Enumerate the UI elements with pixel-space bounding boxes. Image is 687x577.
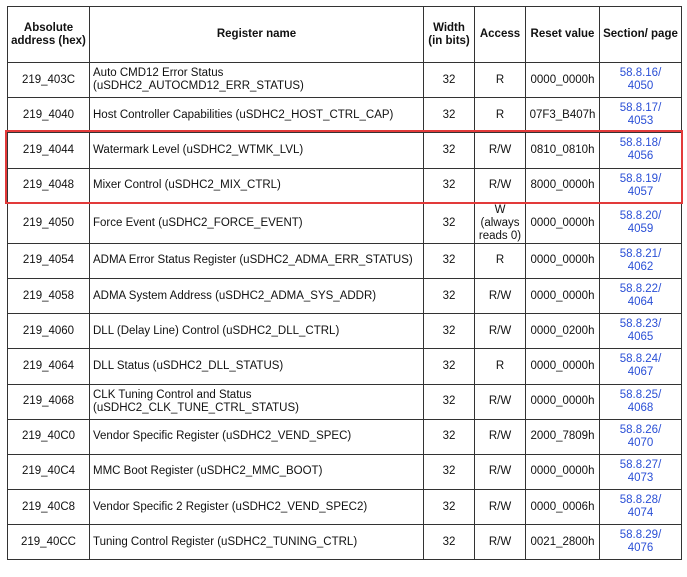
header-access: Access (475, 7, 526, 63)
table-row (8, 203, 682, 243)
page-number[interactable]: 4067 (627, 366, 654, 379)
register-name-cell: Tuning Control Register (uSDHC2_TUNING_CTRL) (90, 525, 424, 560)
register-name-cell: Vendor Specific Register (uSDHC2_VEND_SPEC) (90, 419, 424, 454)
width-cell: 32 (424, 314, 475, 349)
address-cell: 219_40C0 (8, 419, 90, 454)
section-page-link[interactable] (600, 133, 682, 168)
page-number[interactable]: 4065 (627, 331, 654, 344)
reset-value-cell: 0000_0000h (526, 349, 600, 384)
width-cell: 32 (424, 133, 475, 168)
section-number[interactable]: 58.8.22/ (619, 283, 662, 296)
access-cell: R/W (475, 419, 526, 454)
width-cell: 32 (424, 98, 475, 133)
table-row (8, 63, 682, 98)
table-row (8, 278, 682, 313)
width-cell: 32 (424, 525, 475, 560)
reset-value-cell: 2000_7809h (526, 419, 600, 454)
page-number[interactable]: 4056 (627, 150, 654, 163)
reset-value-cell: 0000_0000h (526, 384, 600, 419)
reset-value-cell: 0000_0000h (526, 278, 600, 313)
register-name-cell: Mixer Control (uSDHC2_MIX_CTRL) (90, 168, 424, 203)
width-cell: 32 (424, 419, 475, 454)
section-number[interactable]: 58.8.28/ (619, 494, 662, 507)
page-number[interactable]: 4070 (627, 436, 654, 449)
table-row (8, 314, 682, 349)
table-header-row (8, 7, 682, 63)
section-number[interactable]: 58.8.29/ (619, 529, 662, 542)
width-cell: 32 (424, 278, 475, 313)
width-cell: 32 (424, 243, 475, 278)
table-row (8, 349, 682, 384)
reset-value-cell: 0000_0000h (526, 454, 600, 489)
access-cell: R (475, 98, 526, 133)
reset-value-cell: 8000_0000h (526, 168, 600, 203)
section-number[interactable]: 58.8.19/ (619, 172, 662, 185)
register-name-cell: Watermark Level (uSDHC2_WTMK_LVL) (90, 133, 424, 168)
width-cell: 32 (424, 203, 475, 243)
table-row (8, 454, 682, 489)
table-row (8, 98, 682, 133)
register-name-cell: Force Event (uSDHC2_FORCE_EVENT) (90, 203, 424, 243)
width-cell: 32 (424, 63, 475, 98)
reset-value-cell: 0021_2800h (526, 525, 600, 560)
section-page-link[interactable] (600, 419, 682, 454)
page-number[interactable]: 4073 (627, 471, 654, 484)
reset-value-cell: 0810_0810h (526, 133, 600, 168)
section-page-link[interactable] (600, 525, 682, 560)
page-number[interactable]: 4076 (627, 542, 654, 555)
register-table (7, 6, 682, 560)
section-page-link[interactable] (600, 63, 682, 98)
access-cell: R/W (475, 278, 526, 313)
table-row (8, 243, 682, 278)
table-row (8, 419, 682, 454)
section-page-link[interactable] (600, 454, 682, 489)
table-row (8, 133, 682, 168)
header-section-page: Section/ page (600, 7, 682, 63)
section-number[interactable]: 58.8.23/ (619, 318, 662, 331)
section-page-link[interactable] (600, 278, 682, 313)
address-cell: 219_4050 (8, 203, 90, 243)
section-number[interactable]: 58.8.26/ (619, 423, 662, 436)
section-number[interactable]: 58.8.25/ (619, 388, 662, 401)
register-name-cell: Auto CMD12 Error Status (uSDHC2_AUTOCMD12_ERR_STATUS) (90, 63, 424, 98)
register-name-cell: DLL (Delay Line) Control (uSDHC2_DLL_CTRL) (90, 314, 424, 349)
header-address: Absolute address (hex) (8, 7, 90, 63)
access-cell: R (475, 349, 526, 384)
access-cell: R/W (475, 133, 526, 168)
table-row (8, 168, 682, 203)
address-cell: 219_40C8 (8, 490, 90, 525)
register-name-cell: MMC Boot Register (uSDHC2_MMC_BOOT) (90, 454, 424, 489)
address-cell: 219_4044 (8, 133, 90, 168)
register-name-cell: ADMA Error Status Register (uSDHC2_ADMA_ERR_STATUS) (90, 243, 424, 278)
address-cell: 219_40C4 (8, 454, 90, 489)
access-cell: R/W (475, 314, 526, 349)
width-cell: 32 (424, 454, 475, 489)
page-number[interactable]: 4062 (627, 260, 654, 273)
section-page-link[interactable] (600, 314, 682, 349)
access-cell: R/W (475, 168, 526, 203)
section-page-link[interactable] (600, 384, 682, 419)
register-name-cell: Host Controller Capabilities (uSDHC2_HOST_CTRL_CAP) (90, 98, 424, 133)
header-register-name: Register name (90, 7, 424, 63)
address-cell: 219_40CC (8, 525, 90, 560)
access-cell: R/W (475, 384, 526, 419)
width-cell: 32 (424, 349, 475, 384)
register-name-cell: DLL Status (uSDHC2_DLL_STATUS) (90, 349, 424, 384)
section-number[interactable]: 58.8.27/ (619, 458, 662, 471)
page-number[interactable]: 4057 (627, 185, 654, 198)
access-cell: R/W (475, 454, 526, 489)
address-cell: 219_403C (8, 63, 90, 98)
section-page-link[interactable] (600, 203, 682, 243)
address-cell: 219_4040 (8, 98, 90, 133)
reset-value-cell: 07F3_B407h (526, 98, 600, 133)
register-name-cell: CLK Tuning Control and Status (uSDHC2_CLK_TUNE_CTRL_STATUS) (90, 384, 424, 419)
width-cell: 32 (424, 168, 475, 203)
reset-value-cell: 0000_0000h (526, 63, 600, 98)
address-cell: 219_4068 (8, 384, 90, 419)
table-row (8, 525, 682, 560)
access-cell: W (always reads 0) (475, 203, 526, 243)
address-cell: 219_4064 (8, 349, 90, 384)
reset-value-cell: 0000_0200h (526, 314, 600, 349)
page-number[interactable]: 4074 (627, 507, 654, 520)
register-name-cell: Vendor Specific 2 Register (uSDHC2_VEND_SPEC2) (90, 490, 424, 525)
section-number[interactable]: 58.8.21/ (619, 247, 662, 260)
section-page-link[interactable] (600, 98, 682, 133)
access-cell: R/W (475, 490, 526, 525)
page-number[interactable]: 4053 (627, 115, 654, 128)
reset-value-cell: 0000_0006h (526, 490, 600, 525)
address-cell: 219_4058 (8, 278, 90, 313)
section-page-link[interactable] (600, 243, 682, 278)
page-number[interactable]: 4068 (627, 401, 654, 414)
width-cell: 32 (424, 490, 475, 525)
width-cell: 32 (424, 384, 475, 419)
header-reset-value: Reset value (526, 7, 600, 63)
header-width: Width (in bits) (424, 7, 475, 63)
section-page-link[interactable] (600, 168, 682, 203)
table-row (8, 384, 682, 419)
section-number[interactable]: 58.8.16/ (619, 67, 662, 80)
page-number[interactable]: 4064 (627, 296, 654, 309)
reset-value-cell: 0000_0000h (526, 243, 600, 278)
access-cell: R (475, 243, 526, 278)
address-cell: 219_4054 (8, 243, 90, 278)
address-cell: 219_4060 (8, 314, 90, 349)
section-number[interactable]: 58.8.24/ (619, 353, 662, 366)
access-cell: R (475, 63, 526, 98)
section-page-link[interactable] (600, 349, 682, 384)
reset-value-cell: 0000_0000h (526, 203, 600, 243)
section-page-link[interactable] (600, 490, 682, 525)
register-name-cell: ADMA System Address (uSDHC2_ADMA_SYS_ADDR) (90, 278, 424, 313)
table-row (8, 490, 682, 525)
address-cell: 219_4048 (8, 168, 90, 203)
section-number[interactable]: 58.8.17/ (619, 102, 662, 115)
section-number[interactable]: 58.8.20/ (619, 210, 662, 223)
section-number[interactable]: 58.8.18/ (619, 137, 662, 150)
page-number[interactable]: 4059 (627, 223, 654, 236)
page-number[interactable]: 4050 (627, 80, 654, 93)
access-cell: R/W (475, 525, 526, 560)
